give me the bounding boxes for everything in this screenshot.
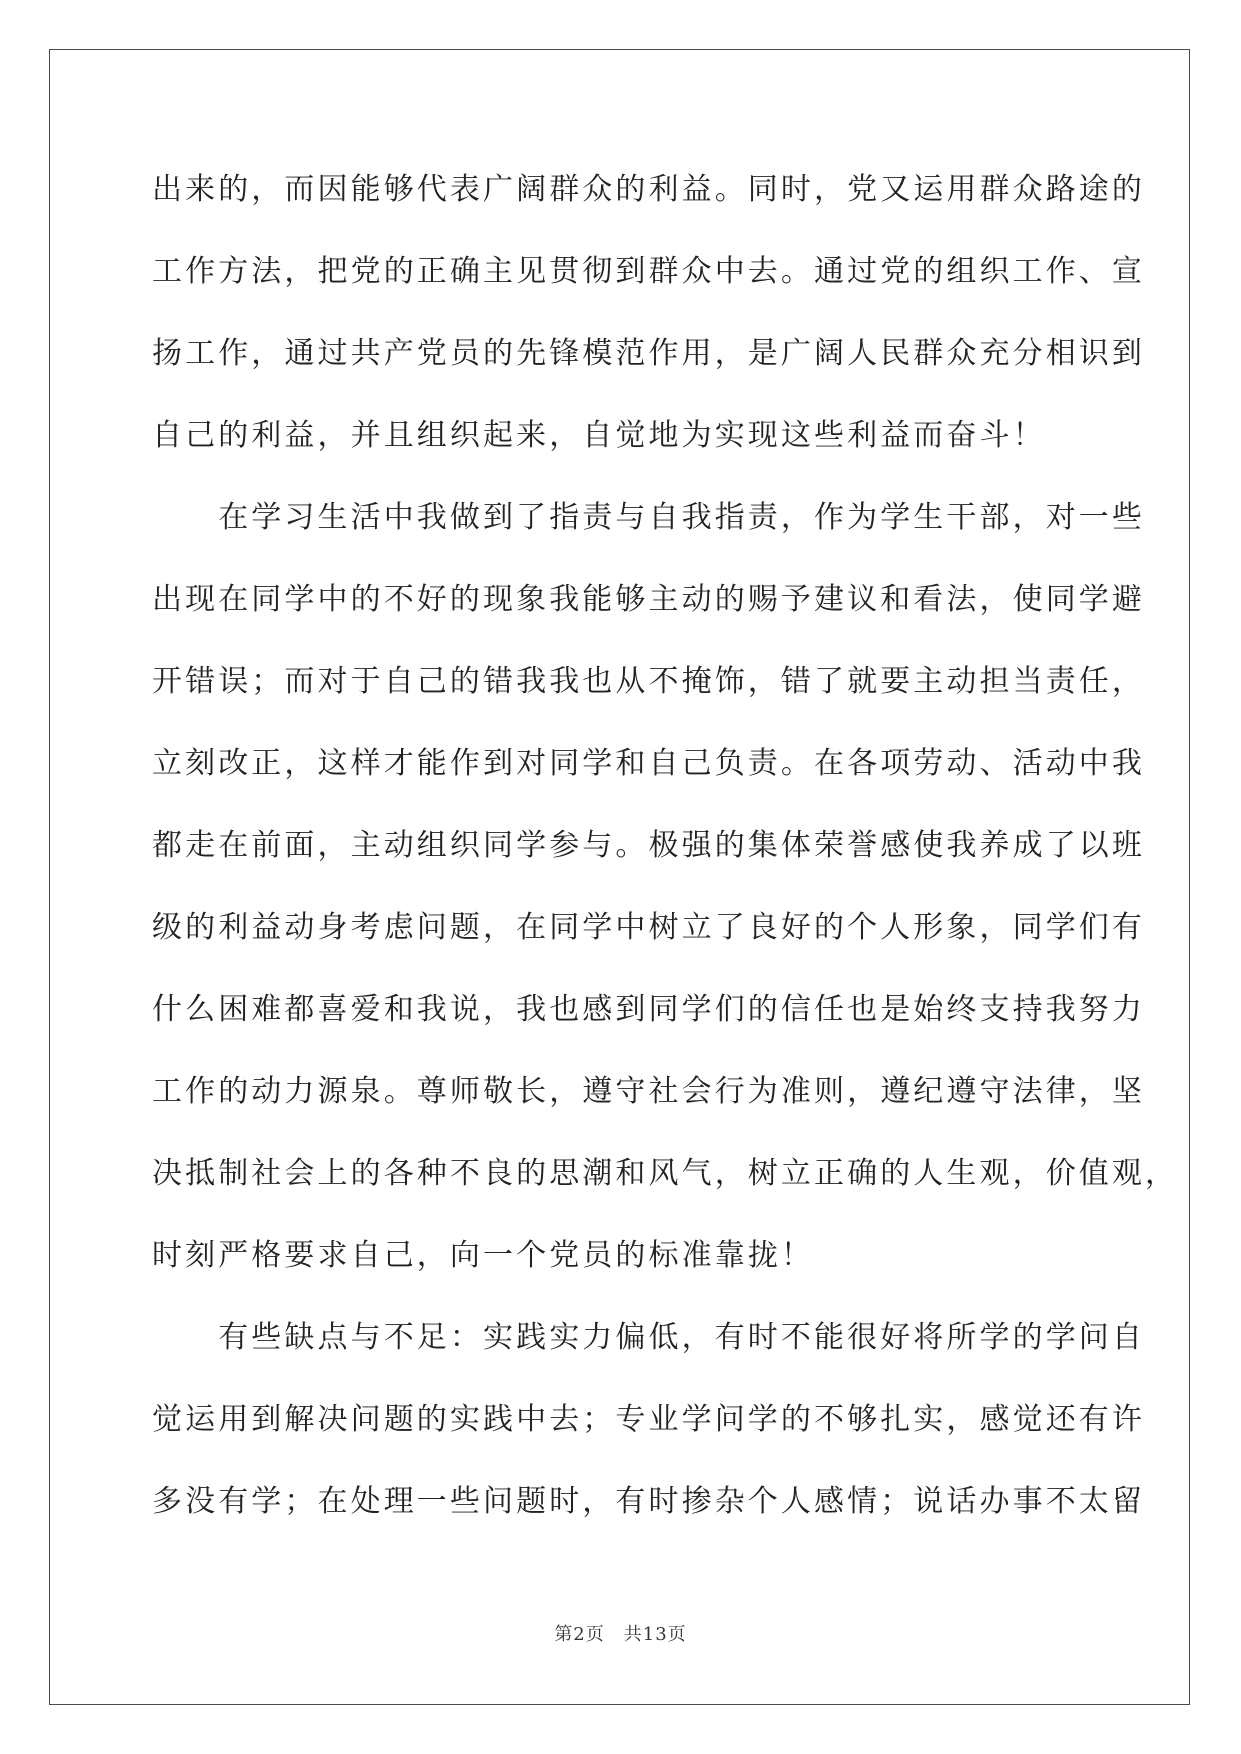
text-line: 出现在同学中的不好的现象我能够主动的赐予建议和看法，使同学避 bbox=[152, 582, 1145, 617]
text-line: 多没有学；在处理一些问题时，有时掺杂个人感情；说话办事不太留 bbox=[152, 1484, 1145, 1519]
text-line: 自己的利益，并且组织起来，自觉地为实现这些利益而奋斗！ bbox=[152, 418, 1046, 453]
text-line: 扬工作，通过共产党员的先锋模范作用，是广阔人民群众充分相识到 bbox=[152, 336, 1145, 371]
page-number-footer: 第2页 共13页 bbox=[554, 1624, 687, 1645]
text-line: 立刻改正，这样才能作到对同学和自己负责。在各项劳动、活动中我 bbox=[152, 746, 1145, 781]
text-line: 工作方法，把党的正确主见贯彻到群众中去。通过党的组织工作、宣 bbox=[152, 254, 1145, 289]
text-line: 在学习生活中我做到了指责与自我指责，作为学生干部，对一些 bbox=[152, 500, 1145, 535]
text-line: 出来的，而因能够代表广阔群众的利益。同时，党又运用群众路途的 bbox=[152, 172, 1145, 207]
text-line: 觉运用到解决问题的实践中去；专业学问学的不够扎实，感觉还有许 bbox=[152, 1402, 1145, 1437]
text-line: 有些缺点与不足：实践实力偏低，有时不能很好将所学的学问自 bbox=[152, 1320, 1145, 1355]
text-line: 都走在前面，主动组织同学参与。极强的集体荣誉感使我养成了以班 bbox=[152, 828, 1145, 863]
text-line: 级的利益动身考虑问题，在同学中树立了良好的个人形象，同学们有 bbox=[152, 910, 1145, 945]
text-line: 什么困难都喜爱和我说，我也感到同学们的信任也是始终支持我努力 bbox=[152, 992, 1145, 1027]
text-line: 时刻严格要求自己，向一个党员的标准靠拢！ bbox=[152, 1238, 814, 1273]
text-line: 开错误；而对于自己的错我我也从不掩饰，错了就要主动担当责任， bbox=[152, 664, 1145, 699]
text-line: 工作的动力源泉。尊师敬长，遵守社会行为准则，遵纪遵守法律，坚 bbox=[152, 1074, 1145, 1109]
document-body bbox=[152, 160, 1179, 1554]
text-line: 决抵制社会上的各种不良的思潮和风气，树立正确的人生观，价值观， bbox=[152, 1156, 1179, 1191]
